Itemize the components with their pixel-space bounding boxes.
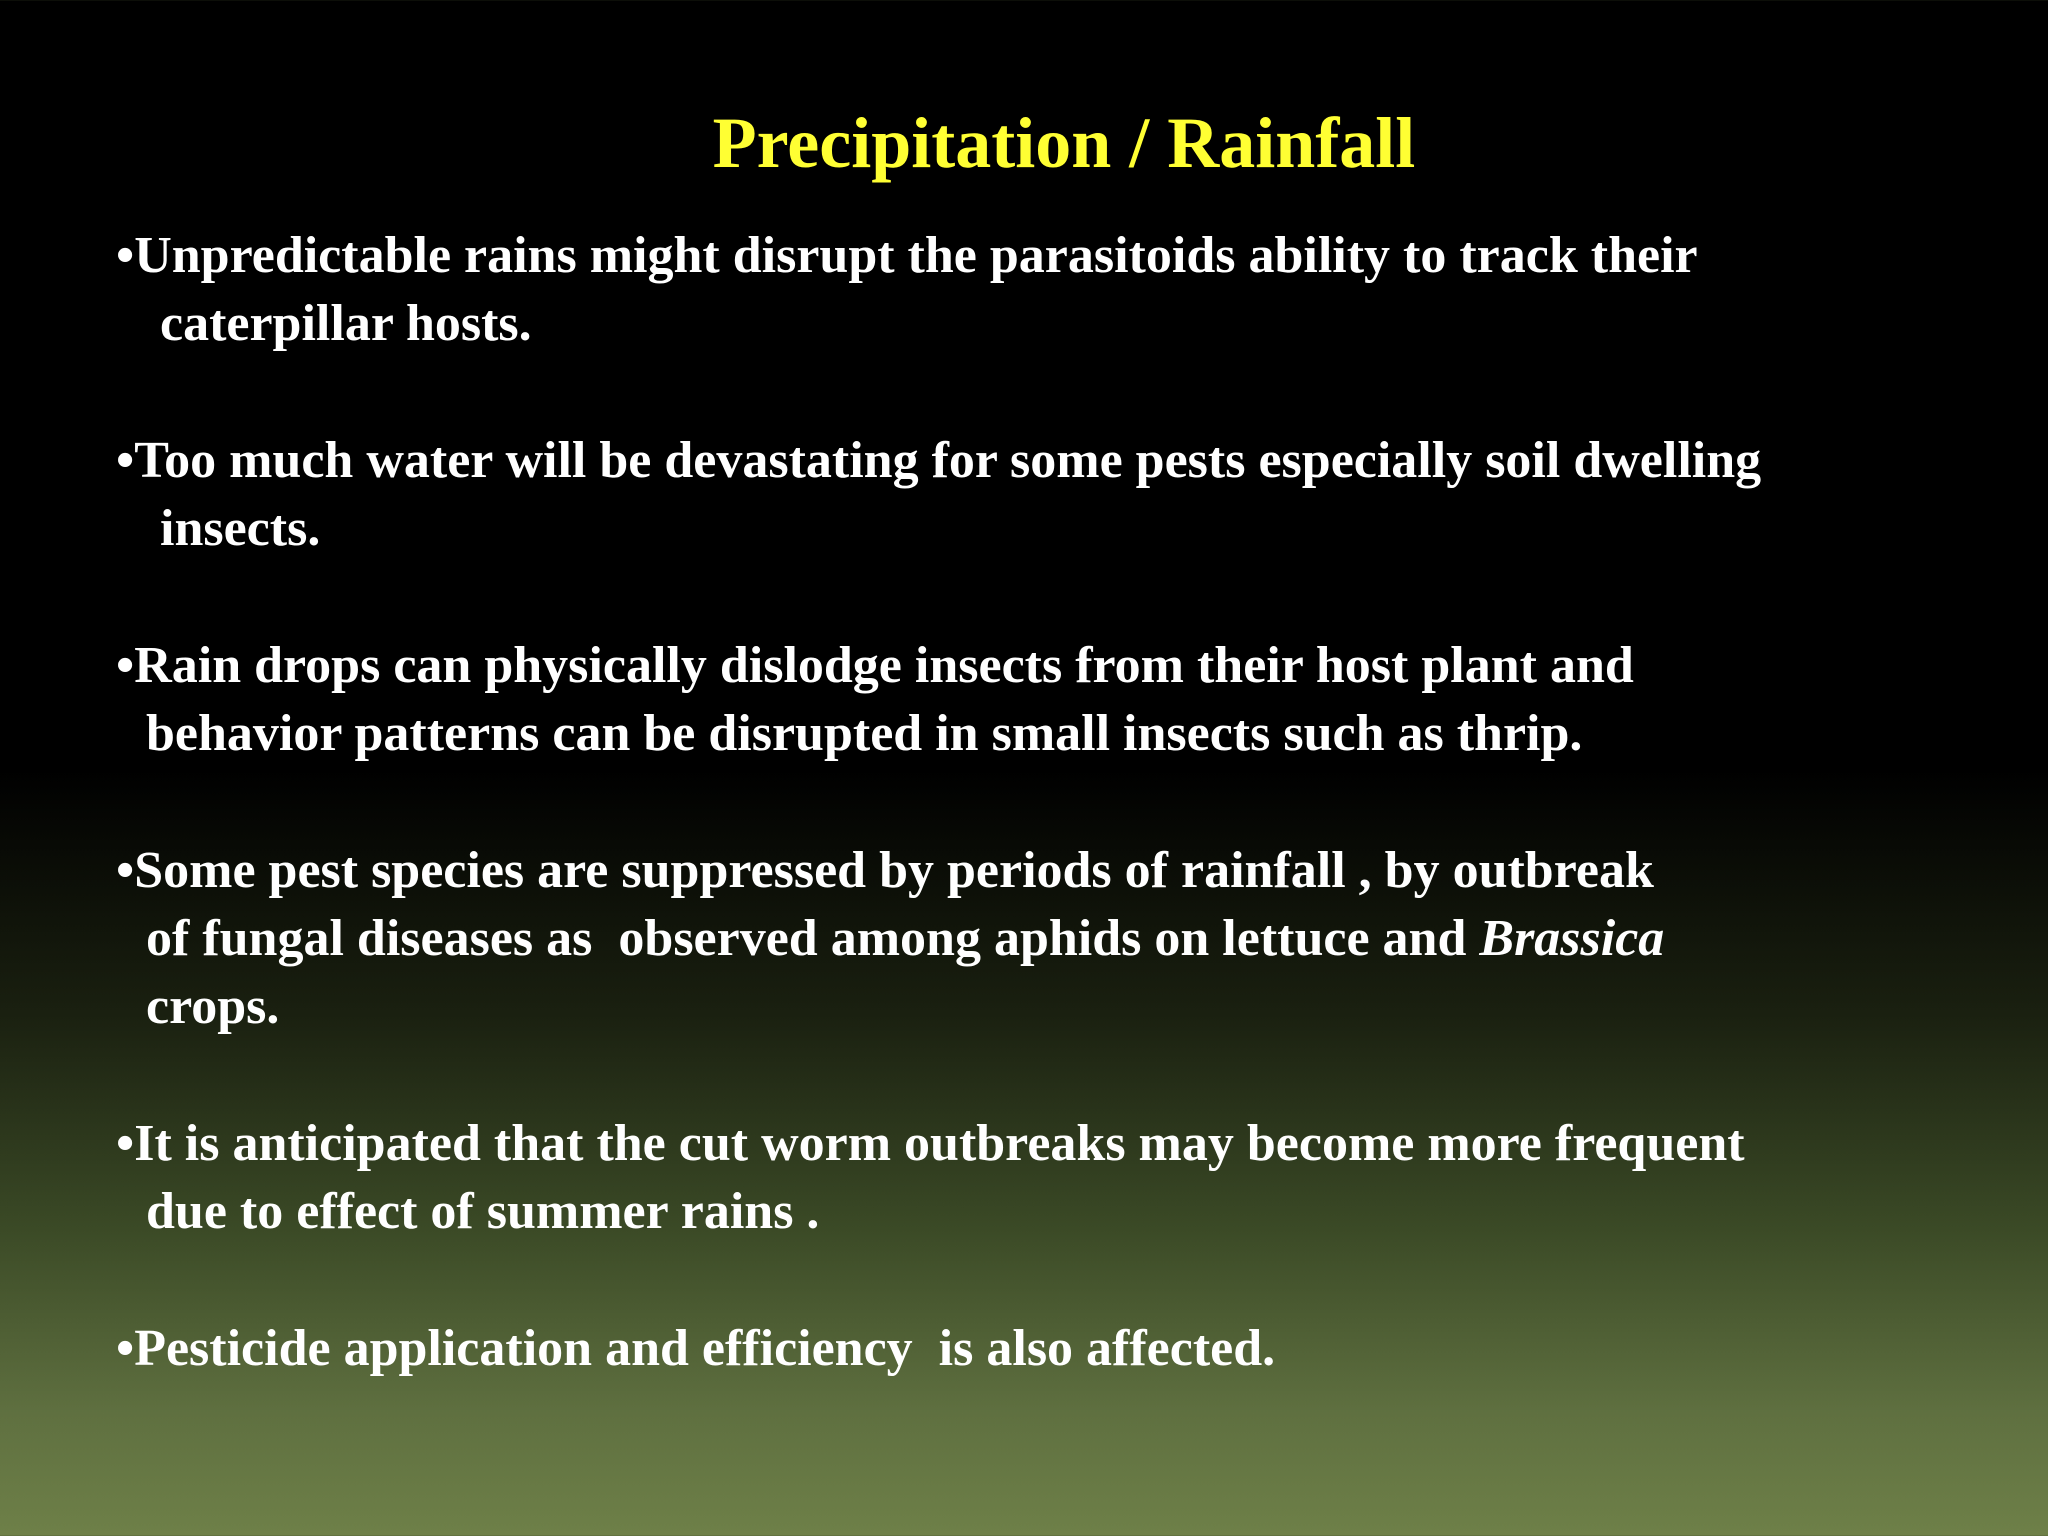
bullet-line: crops. xyxy=(146,978,280,1035)
bullet-item xyxy=(116,1110,2016,1246)
bullet-line: •Rain drops can physically dislodge insects from their host plant and xyxy=(116,637,1634,694)
bullet-line: behavior patterns can be disrupted in small insects such as thrip. xyxy=(146,705,1583,762)
bullet-line xyxy=(116,905,2016,973)
slide-title: Precipitation / Rainfall xyxy=(712,103,1416,183)
bullet-line: •Pesticide application and efficiency is also affected. xyxy=(116,1320,1276,1377)
bullet-item xyxy=(116,837,2016,1041)
bullet-line: insects. xyxy=(160,500,321,557)
bullet-item xyxy=(116,222,2016,358)
bullet-text: of fungal diseases as observed among aphids on lettuce and xyxy=(146,910,1480,967)
bullet-line: due to effect of summer rains . xyxy=(146,1183,820,1240)
bullet-line: •Too much water will be devastating for some pests especially soil dwelling xyxy=(116,432,1762,489)
bullet-item xyxy=(116,1315,2016,1383)
bullet-line: •Unpredictable rains might disrupt the parasitoids ability to track their xyxy=(116,227,1698,284)
bullet-item xyxy=(116,427,2016,563)
bullet-line: caterpillar hosts. xyxy=(160,295,532,352)
bullet-line: •It is anticipated that the cut worm outbreaks may become more frequent xyxy=(116,1115,1745,1172)
italic-term: Brassica xyxy=(1479,910,1665,967)
bullet-item xyxy=(116,632,2016,768)
bullet-line: •Some pest species are suppressed by periods of rainfall , by outbreak xyxy=(116,842,1654,899)
